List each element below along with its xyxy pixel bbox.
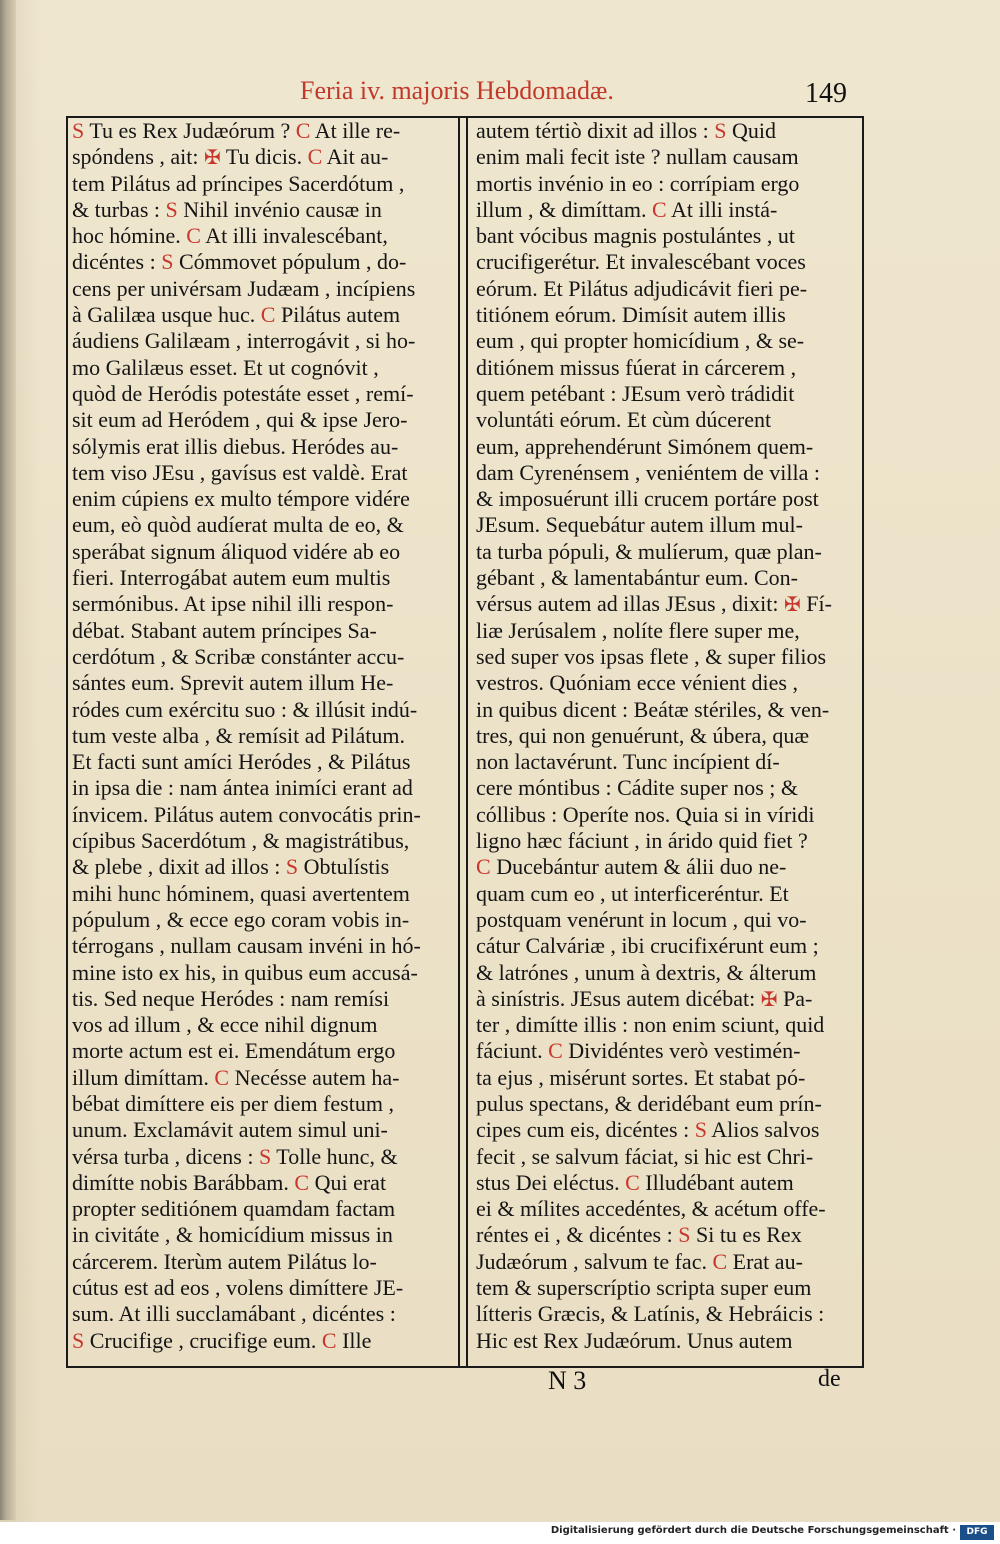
text-segment: Erat au- (727, 1248, 803, 1274)
text-segment: Pa- (777, 985, 813, 1011)
text-segment: fáciunt. (476, 1038, 549, 1064)
text-segment: propter seditiónem quamdam factam (72, 1196, 396, 1222)
text-line (72, 1275, 456, 1301)
text-segment: Quid (726, 118, 777, 143)
text-segment: bant vócibus magnis postulántes , ut (476, 223, 795, 249)
text-segment: sántes eum. Sprevit autem illum He- (72, 670, 394, 696)
text-line (72, 539, 456, 565)
text-segment: gébant , & lamentabántur eum. Con- (476, 565, 798, 591)
text-segment: Si tu es Rex (690, 1222, 802, 1248)
text-segment: in civitáte , & homicídium missus in (72, 1222, 393, 1248)
text-line (72, 565, 456, 591)
page-number: 149 (805, 78, 847, 109)
text-line (72, 881, 456, 907)
text-line (72, 1091, 456, 1117)
rubric-marker: C (476, 854, 491, 880)
text-line (72, 670, 456, 696)
text-line (476, 512, 860, 538)
text-line (72, 249, 456, 275)
text-segment: tem & superscríptio scripta super eum (476, 1275, 812, 1301)
text-line (72, 986, 456, 1012)
text-segment: liæ Jerúsalem , nolíte flere super me, (476, 617, 800, 643)
text-segment: quam cum eo , ut interficeréntur. Et (476, 880, 789, 906)
text-line (72, 1196, 456, 1222)
text-line (72, 828, 456, 854)
text-line (476, 1144, 860, 1170)
text-line (72, 723, 456, 749)
text-line (476, 118, 860, 144)
text-line (72, 355, 456, 381)
text-line (476, 144, 860, 170)
rubric-marker: C (548, 1038, 563, 1064)
text-segment: in quibus dicent : Beátæ stériles, & ven- (476, 696, 830, 722)
cross-icon: ✠ (760, 988, 778, 1011)
text-segment: cátur Calváriæ , ibi crucifixérunt eum ; (476, 933, 819, 959)
text-line (476, 802, 860, 828)
text-line (476, 828, 860, 854)
text-segment: At illi invalescébant, (200, 223, 388, 249)
text-line (72, 1249, 456, 1275)
text-line (72, 223, 456, 249)
rubric-marker: C (307, 144, 323, 170)
rubric-marker: C (652, 196, 667, 222)
text-segment: Cómmovet pópulum , do- (173, 249, 407, 275)
text-line (476, 355, 860, 381)
text-line (476, 249, 860, 275)
text-line (476, 670, 860, 696)
text-segment: crucifigerétur. Et invalescébant voces (476, 249, 806, 275)
text-segment: autem tértiò dixit ad illos : (476, 118, 715, 143)
text-segment: cerdótum , & Scribæ constánter accu- (72, 643, 405, 669)
text-line (476, 723, 860, 749)
text-line (476, 486, 860, 512)
text-line (72, 486, 456, 512)
text-segment: à Galilæa usque huc. (72, 302, 261, 328)
text-line (476, 434, 860, 460)
text-segment: mo Galilæus esset. Et ut cognóvit , (72, 354, 379, 380)
text-line (72, 1328, 456, 1354)
text-segment: hoc hómine. (72, 223, 187, 249)
text-line (476, 986, 860, 1012)
text-segment: & latrónes , unum à dextris, & álterum (476, 959, 817, 985)
text-segment: Fí- (800, 591, 832, 617)
text-segment: JEsum. Sequebátur autem illum mul- (476, 512, 803, 538)
text-segment: illum dimíttam. (72, 1064, 215, 1090)
dfg-logo: DFG (960, 1525, 994, 1540)
text-line (72, 854, 456, 880)
rubric-marker: S (258, 1143, 272, 1169)
text-line (476, 460, 860, 486)
rubric-marker: S (694, 1117, 707, 1143)
text-line (476, 328, 860, 354)
text-line (476, 1328, 860, 1354)
rubric-marker: C (712, 1248, 728, 1274)
text-segment: cípibus Sacerdótum , & magistrátibus, (72, 828, 410, 854)
text-segment: sperábat signum áliquod vidére ab eo (72, 538, 401, 564)
text-segment: ter , dimítte illis : non enim sciunt, quid (476, 1012, 825, 1038)
text-line (72, 512, 456, 538)
text-segment: sólymis erat illis diebus. Heródes au- (72, 433, 399, 459)
text-segment: eórum. Et Pilátus adjudicávit fieri pe- (476, 275, 808, 301)
text-line (72, 1038, 456, 1064)
rubric-marker: C (625, 1169, 640, 1195)
text-segment: dam Cyrenénsem , veniéntem de villa : (476, 459, 820, 485)
text-line (72, 1144, 456, 1170)
text-line (476, 618, 860, 644)
text-line (72, 907, 456, 933)
text-segment: vérsa turba , dicens : (72, 1143, 259, 1169)
text-segment: vos ad illum , & ecce nihil dignum (72, 1012, 378, 1038)
rubric-marker: S (72, 1327, 85, 1353)
text-segment: mine isto ex his, in quibus eum accusá- (72, 959, 418, 985)
rubric-marker: C (294, 1169, 310, 1195)
text-frame (66, 116, 864, 1368)
text-segment: Obtulístis (298, 854, 390, 880)
text-segment: Judæórum , salvum te fac. (476, 1248, 713, 1274)
text-segment: illum , & dimíttam. (476, 196, 652, 222)
cross-icon: ✠ (783, 594, 801, 617)
text-segment: vestros. Quóniam ecce vénient dies , (476, 670, 798, 696)
text-segment: Alios salvos (706, 1117, 820, 1143)
text-line (476, 775, 860, 801)
text-segment: & imposuérunt illi crucem portáre post (476, 486, 819, 512)
right-text-column (476, 118, 860, 1354)
text-segment: vérsus autem ad illas JEsus , dixit: (476, 591, 784, 617)
text-segment: unum. Exclamávit autem simul uni- (72, 1117, 388, 1143)
text-segment: & turbas : (72, 196, 166, 222)
text-segment: At ille re- (310, 118, 401, 143)
text-line (72, 1222, 456, 1248)
text-segment: ródes cum exércitu suo : & illúsit indú- (72, 696, 418, 722)
text-segment: sum. At illi succlamábant , dicéntes : (72, 1301, 396, 1327)
text-segment: tem viso JEsu , gavísus est valdè. Erat (72, 459, 408, 485)
text-segment: ta turba pópuli, & mulíerum, quæ plan- (476, 538, 822, 564)
text-segment: bébat dimíttere eis per diem festum , (72, 1090, 394, 1116)
text-segment: non lactavérunt. Tunc incípient dí- (476, 749, 780, 775)
text-segment: Pilátus autem (275, 302, 401, 328)
text-segment: pópulum , & ecce ego coram vobis in- (72, 906, 410, 932)
text-segment: tum veste alba , & remísit ad Pilátum. (72, 722, 405, 748)
text-segment: Et facti sunt amíci Heródes , & Pilátus (72, 749, 411, 775)
text-line (72, 302, 456, 328)
text-line (476, 1065, 860, 1091)
text-segment: térrogans , nullam causam invéni in hó- (72, 933, 421, 959)
text-segment: Tolle hunc, & (271, 1143, 398, 1169)
text-line (72, 1301, 456, 1327)
text-segment: At illi instá- (666, 196, 778, 222)
text-segment: enim mali fecit iste ? nullam causam (476, 144, 799, 170)
text-segment: titiónem eórum. Dimísit autem illis (476, 302, 786, 328)
text-segment: pulus spectans, & deridébant eum prín- (476, 1090, 822, 1116)
text-line (72, 644, 456, 670)
column-divider-rule (458, 118, 460, 1366)
text-line (476, 1170, 860, 1196)
text-line (72, 328, 456, 354)
text-line (72, 1065, 456, 1091)
text-segment: morte actum est ei. Emendátum ergo (72, 1038, 396, 1064)
text-line (476, 197, 860, 223)
text-segment: dimítte nobis Barábbam. (72, 1169, 295, 1195)
text-segment: cens per univérsam Judæam , incípiens (72, 275, 416, 301)
text-segment: Qui erat (309, 1169, 387, 1195)
text-segment: Tu dicis. (220, 144, 308, 170)
text-segment: voluntáti eórum. Et cùm dúcerent (476, 407, 772, 433)
text-segment: cere móntibus : Cádite super nos ; & (476, 775, 798, 801)
text-line (476, 223, 860, 249)
rubric-marker: S (161, 249, 174, 275)
text-line (476, 1038, 860, 1064)
text-segment: Ducebántur autem & álii duo ne- (490, 854, 787, 880)
text-line (72, 802, 456, 828)
text-segment: débat. Stabant autem príncipes Sa- (72, 617, 377, 643)
text-line (72, 618, 456, 644)
rubric-marker: S (714, 118, 727, 143)
text-segment: postquam venérunt in locum , qui vo- (476, 906, 807, 932)
text-segment: fecit , se salvum fáciat, si hic est Chri- (476, 1143, 814, 1169)
text-segment: eum, apprehendérunt Simónem quem- (476, 433, 814, 459)
text-line (476, 276, 860, 302)
text-line (476, 697, 860, 723)
text-line (476, 1012, 860, 1038)
text-line (476, 933, 860, 959)
text-segment: tis. Sed neque Heródes : nam remísi (72, 985, 390, 1011)
text-line (72, 460, 456, 486)
text-line (476, 407, 860, 433)
text-segment: dicéntes : (72, 249, 162, 275)
running-title: Feria iv. majoris Hebdomadæ. (300, 76, 614, 105)
cross-icon: ✠ (204, 147, 221, 170)
text-line (72, 197, 456, 223)
text-segment: áudiens Galilæam , interrogávit , si ho- (72, 328, 416, 354)
text-segment: eum , qui propter homicídium , & se- (476, 328, 805, 354)
rubric-marker: C (186, 223, 201, 249)
text-line (72, 960, 456, 986)
text-segment: sed super vos ipsas flete , & super filios (476, 643, 827, 669)
text-line (72, 933, 456, 959)
text-segment: enim cúpiens ex multo témpore vidére (72, 486, 410, 512)
left-border-rule (66, 118, 68, 1366)
text-line (72, 749, 456, 775)
text-line (72, 434, 456, 460)
text-segment: tem Pilátus ad príncipes Sacerdótum , (72, 170, 405, 196)
text-line (72, 1117, 456, 1143)
text-line (476, 881, 860, 907)
text-line (476, 1117, 860, 1143)
text-line (72, 118, 456, 144)
text-segment: cóllibus : Operíte nos. Quia si in víridi (476, 801, 815, 827)
text-line (476, 171, 860, 197)
text-segment: fieri. Interrogábat autem eum multis (72, 565, 391, 591)
text-segment: ei & mílites accedéntes, & acétum offe- (476, 1196, 826, 1222)
page-header (0, 76, 1000, 110)
text-line (476, 565, 860, 591)
text-line (476, 907, 860, 933)
text-segment: Nihil invénio causæ in (177, 196, 382, 222)
text-segment: sermónibus. At ipse nihil illi respon- (72, 591, 394, 617)
text-line (72, 1170, 456, 1196)
text-line (72, 276, 456, 302)
text-line (476, 1275, 860, 1301)
rubric-marker: S (678, 1222, 691, 1248)
catchword: de (818, 1366, 841, 1392)
text-line (72, 381, 456, 407)
text-segment: à sinístris. JEsus autem dicébat: (476, 985, 761, 1011)
text-segment: Crucifige , crucifige eum. (84, 1327, 322, 1353)
text-line (476, 381, 860, 407)
digitization-credit: Digitalisierung gefördert durch die Deutsche Forschungsgemeinschaft · (550, 1525, 956, 1536)
rubric-marker: C (214, 1064, 230, 1090)
text-segment: Illudébant autem (639, 1169, 794, 1195)
text-segment: cipes cum eis, dicéntes : (476, 1117, 695, 1143)
text-line (72, 1012, 456, 1038)
text-line (476, 1196, 860, 1222)
text-segment: sit eum ad Heródem , qui & ipse Jero- (72, 407, 408, 433)
text-line (72, 144, 456, 170)
text-segment: Dividéntes verò vestimén- (562, 1038, 801, 1064)
text-segment: eum, eò quòd audíerat multa de eo, & (72, 512, 404, 538)
text-line (476, 644, 860, 670)
text-segment: quem petébant : JEsum verò trádidit (476, 380, 795, 406)
left-text-column (72, 118, 456, 1354)
signature-mark: N 3 (548, 1366, 587, 1395)
text-line (476, 960, 860, 986)
text-segment: Necésse autem ha- (229, 1064, 400, 1090)
text-segment: spóndens , ait: (72, 144, 204, 170)
digitization-credit-bar (0, 1522, 1000, 1544)
text-segment: quòd de Heródis potestáte esset , remí- (72, 380, 414, 406)
text-segment: & plebe , dixit ad illos : (72, 854, 286, 880)
text-segment: Ille (336, 1327, 372, 1353)
column-divider-rule (466, 118, 468, 1366)
text-segment: mihi hunc hóminem, quasi avertentem (72, 880, 410, 906)
page-footer (0, 1366, 1000, 1406)
text-segment: Ait au- (322, 144, 389, 170)
text-line (476, 1301, 860, 1327)
text-line (476, 749, 860, 775)
text-line (476, 854, 860, 880)
text-segment: in ipsa die : nam ántea inimíci erant ad (72, 775, 413, 801)
text-segment: Hic est Rex Judæórum. Unus autem (476, 1327, 793, 1353)
text-line (72, 591, 456, 617)
text-line (476, 539, 860, 565)
text-line (72, 697, 456, 723)
rubric-marker: S (165, 196, 178, 222)
text-line (476, 1091, 860, 1117)
text-line (72, 407, 456, 433)
rubric-marker: S (285, 854, 299, 880)
text-line (72, 171, 456, 197)
text-segment: ínvicem. Pilátus autem convocátis prin- (72, 801, 421, 827)
page-binding-edge (0, 0, 16, 1520)
text-segment: cárcerem. Iterùm autem Pilátus lo- (72, 1248, 377, 1274)
text-segment: stus Dei eléctus. (476, 1169, 626, 1195)
text-segment: mortis invénio in eo : corrípiam ergo (476, 170, 800, 196)
text-segment: ligno hæc fáciunt , in árido quid fiet ? (476, 828, 808, 854)
rubric-marker: C (295, 118, 311, 143)
text-segment: réntes ei , & dicéntes : (476, 1222, 679, 1248)
text-line (476, 1249, 860, 1275)
text-segment: cútus est ad eos , volens dimíttere JE- (72, 1275, 404, 1301)
text-segment: ta ejus , misérunt sortes. Et stabat pó- (476, 1064, 806, 1090)
rubric-marker: S (72, 118, 85, 143)
text-line (476, 1222, 860, 1248)
text-segment: ditiónem missus fúerat in cárcerem , (476, 354, 797, 380)
rubric-marker: C (260, 302, 276, 328)
text-line (72, 775, 456, 801)
text-segment: tres, qui non genuérunt, & úbera, quæ (476, 722, 809, 748)
rubric-marker: C (321, 1327, 337, 1353)
right-border-rule (862, 118, 864, 1366)
text-line (476, 302, 860, 328)
text-segment: Tu es Rex Judæórum ? (84, 118, 296, 143)
text-line (476, 591, 860, 617)
text-segment: lítteris Græcis, & Latínis, & Hebráicis : (476, 1301, 825, 1327)
